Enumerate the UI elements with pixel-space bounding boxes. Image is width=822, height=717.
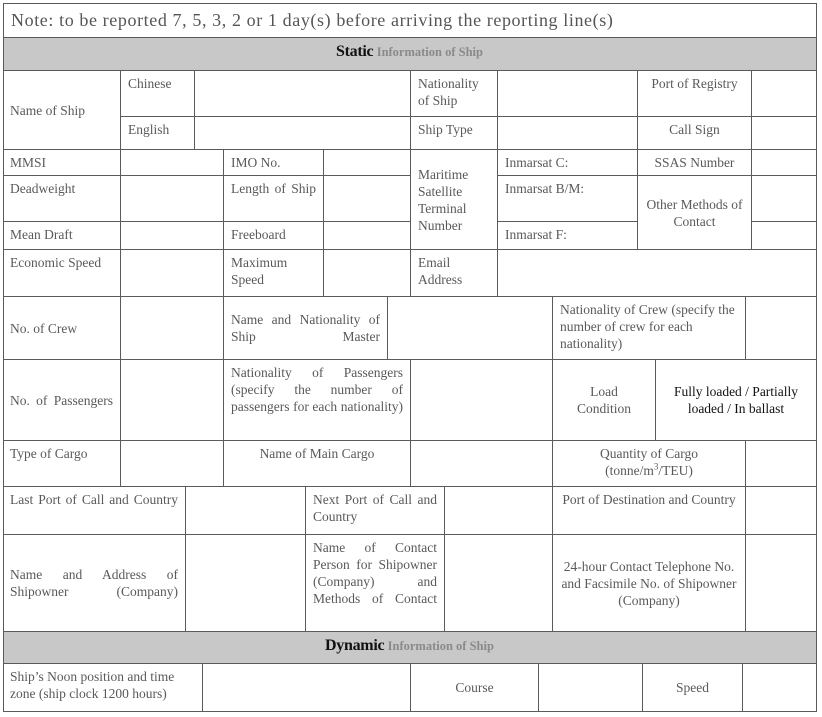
type-of-cargo-field[interactable] xyxy=(121,441,224,487)
call-sign-label: Call Sign xyxy=(638,117,752,150)
ssas-number-field[interactable] xyxy=(752,150,817,176)
dynamic-section-header xyxy=(3,632,817,664)
course-field[interactable] xyxy=(539,664,643,712)
nationality-of-ship-label: Nationality of Ship xyxy=(411,71,498,117)
next-port-label: Next Port of Call and Country xyxy=(306,487,445,535)
no-of-passengers-label: No. of Passengers xyxy=(3,360,121,441)
inmarsat-bm-label: Inmarsat B/M: xyxy=(498,176,638,222)
mean-draft-field[interactable] xyxy=(121,222,224,250)
inmarsat-f-label: Inmarsat F: xyxy=(498,222,638,250)
no-of-crew-field[interactable] xyxy=(121,297,224,360)
no-of-passengers-field[interactable] xyxy=(121,360,224,441)
master-name-nationality-field[interactable] xyxy=(388,297,553,360)
ship-type-label: Ship Type xyxy=(411,117,498,150)
mean-draft-label: Mean Draft xyxy=(3,222,121,250)
quantity-of-cargo-field[interactable] xyxy=(746,441,817,487)
nationality-of-passengers-field[interactable] xyxy=(411,360,553,441)
contact-telephone-label: 24-hour Contact Telephone No. and Facsimile No. of Shipowner (Company) xyxy=(553,535,746,632)
next-port-field[interactable] xyxy=(445,487,553,535)
imo-no-field[interactable] xyxy=(324,150,411,176)
other-methods-label: Other Methods of Contact xyxy=(638,176,752,250)
deadweight-field[interactable] xyxy=(121,176,224,222)
quantity-of-cargo-label: Quantity of Cargo $(tonne/m^3/TEU)$ xyxy=(553,441,746,487)
chinese-label: Chinese xyxy=(121,71,195,117)
length-of-ship-label: Length of Ship xyxy=(224,176,324,222)
course-label: Course xyxy=(411,664,539,712)
call-sign-field[interactable] xyxy=(752,117,817,150)
noon-position-label: Ship’s Noon position and time zone (ship clock 1200 hours) xyxy=(3,664,203,712)
email-address-label: Email Address xyxy=(411,250,498,297)
speed-label: Speed xyxy=(643,664,743,712)
port-of-destination-field[interactable] xyxy=(746,487,817,535)
maritime-satellite-label: Maritime Satellite Terminal Number xyxy=(411,150,498,250)
nationality-of-crew-label: Nationality of Crew (specify the number of crew for each nationality) xyxy=(553,297,746,360)
ship-report-form xyxy=(3,3,817,712)
static-header-subtitle: Information of Ship xyxy=(376,45,483,59)
ssas-number-label: SSAS Number xyxy=(638,150,752,176)
speed-field[interactable] xyxy=(743,664,817,712)
shipowner-name-address-field[interactable] xyxy=(186,535,306,632)
dynamic-header-title: Dynamic xyxy=(325,637,385,654)
port-of-registry-field[interactable] xyxy=(752,71,817,117)
port-of-registry-label: Port of Registry xyxy=(638,71,752,117)
dynamic-header-subtitle: Information of Ship xyxy=(387,639,494,653)
economic-speed-label: Economic Speed xyxy=(3,250,121,297)
last-port-field[interactable] xyxy=(186,487,306,535)
load-condition-options[interactable]: Fully loaded / Partially loaded / In ballast xyxy=(656,360,817,441)
last-port-label: Last Port of Call and Country xyxy=(3,487,186,535)
length-of-ship-field[interactable] xyxy=(324,176,411,222)
mmsi-field[interactable] xyxy=(121,150,224,176)
shipowner-name-address-label: Name and Address of Shipowner (Company) xyxy=(3,535,186,632)
name-of-ship-label: Name of Ship xyxy=(3,71,121,150)
load-condition-label: Load Condition xyxy=(553,360,656,441)
english-name-field[interactable] xyxy=(195,117,411,150)
english-label: English xyxy=(121,117,195,150)
nationality-of-crew-field[interactable] xyxy=(746,297,817,360)
name-of-main-cargo-field[interactable] xyxy=(411,441,553,487)
static-section-header xyxy=(3,38,817,71)
email-address-field[interactable] xyxy=(498,250,817,297)
deadweight-label: Deadweight xyxy=(3,176,121,222)
type-of-cargo-label: Type of Cargo xyxy=(3,441,121,487)
freeboard-label: Freeboard xyxy=(224,222,324,250)
nationality-of-ship-field[interactable] xyxy=(498,71,638,117)
mmsi-label: MMSI xyxy=(3,150,121,176)
port-of-destination-label: Port of Destination and Country xyxy=(553,487,746,535)
contact-telephone-field[interactable] xyxy=(746,535,817,632)
other-methods-field-1[interactable] xyxy=(752,176,817,222)
contact-person-field[interactable] xyxy=(445,535,553,632)
name-of-main-cargo-label: Name of Main Cargo xyxy=(224,441,411,487)
static-header-title: Static xyxy=(336,43,374,60)
maximum-speed-field[interactable] xyxy=(324,250,411,297)
economic-speed-field[interactable] xyxy=(121,250,224,297)
inmarsat-c-label: Inmarsat C: xyxy=(498,150,638,176)
no-of-crew-label: No. of Crew xyxy=(3,297,121,360)
ship-type-field[interactable] xyxy=(498,117,638,150)
noon-position-field[interactable] xyxy=(203,664,411,712)
reporting-note: Note: to be reported 7, 5, 3, 2 or 1 day(s) before arriving the reporting line(s) xyxy=(3,3,817,38)
maximum-speed-label: Maximum Speed xyxy=(224,250,324,297)
freeboard-field[interactable] xyxy=(324,222,411,250)
chinese-name-field[interactable] xyxy=(195,71,411,117)
contact-person-label: Name of Contact Person for Shipowner (Company) and Methods of Contact xyxy=(306,535,445,632)
imo-no-label: IMO No. xyxy=(224,150,324,176)
master-name-nationality-label: Name and Nationality of Ship Master xyxy=(224,297,388,360)
other-methods-field-2[interactable] xyxy=(752,222,817,250)
nationality-of-passengers-label: Nationality of Passengers (specify the number of passengers for each nationality) xyxy=(224,360,411,441)
